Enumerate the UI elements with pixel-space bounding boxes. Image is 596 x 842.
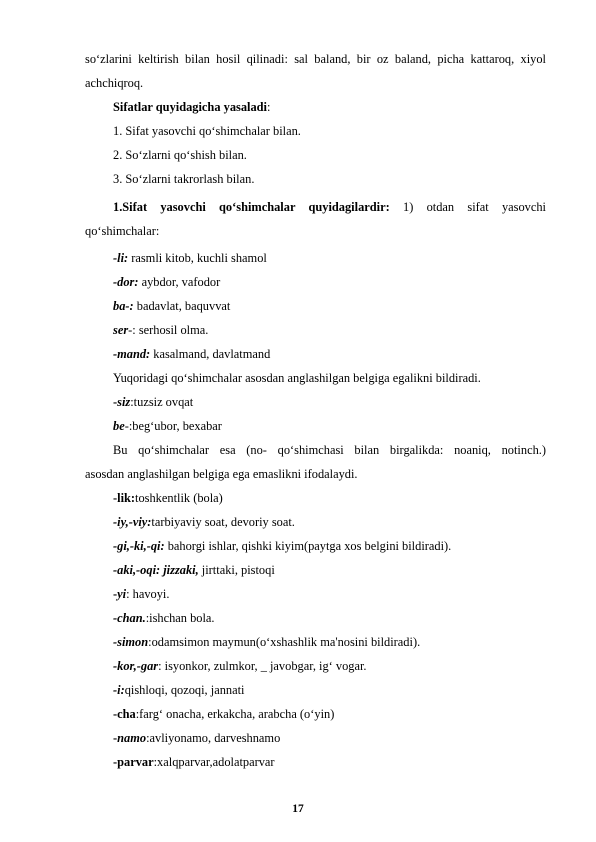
text-run: jirttaki, pistoqi: [198, 563, 275, 577]
text-line: [85, 443, 546, 458]
text-run: -kor,-gar: [113, 659, 159, 673]
text-run: -gi,-ki,-qi:: [113, 539, 165, 553]
text-line: [113, 755, 275, 770]
text-run: namo: [117, 731, 147, 745]
text-run: achchiqroq.: [85, 76, 144, 90]
text-run: siz: [117, 395, 131, 409]
text-run: kasalmand, davlatmand: [150, 347, 271, 361]
text-line: [85, 76, 143, 91]
text-line: [85, 467, 358, 482]
text-line: [85, 200, 546, 215]
text-run: -i:: [113, 683, 125, 697]
text-line: [113, 419, 222, 434]
text-line: [113, 148, 247, 163]
text-line: [113, 563, 275, 578]
text-run: Bu qo‘shimchalar esa (no- qo‘shimchasi bilan birgalikda: noaniq, notinch.): [113, 443, 546, 457]
text-run: : havoyi.: [126, 587, 170, 601]
text-line: [113, 587, 169, 602]
text-line: [113, 172, 254, 187]
text-run: cha: [117, 707, 136, 721]
text-run: toshkentlik (bola): [135, 491, 223, 505]
text-run: -dor:: [113, 275, 139, 289]
text-run: so‘zlarini keltirish bilan hosil qilinadi: sal baland, bir oz baland, picha kattaroq, xiyol: [85, 52, 546, 66]
text-line: [113, 515, 295, 530]
text-run: -lik:: [113, 491, 136, 505]
text-line: [113, 491, 223, 506]
text-run: -parvar: [113, 755, 154, 769]
text-run: ba-:: [113, 299, 134, 313]
text-run: -aki,-oqi: jizzaki,: [113, 563, 199, 577]
text-run: tarbiyaviy soat, devoriy soat.: [151, 515, 295, 529]
text-run: Sifatlar quyidagicha yasaladi: [113, 100, 267, 114]
text-run: -: [113, 395, 118, 409]
text-line: [113, 100, 270, 115]
text-run: 1. Sifat yasovchi qo‘shimchalar bilan.: [113, 124, 301, 138]
text-run: :xalqparvar,adolatparvar: [153, 755, 275, 769]
text-run: -: serhosil olma.: [128, 323, 209, 337]
text-run: -: [113, 587, 118, 601]
text-run: -mand:: [113, 347, 151, 361]
page-number: 17: [292, 803, 304, 815]
text-run: :odamsimon maymun(o‘xshashlik ma'nosini bildiradi).: [148, 635, 421, 649]
text-run: ser: [113, 323, 129, 337]
text-line: [113, 347, 270, 362]
text-run: 3. So‘zlarni takrorlash bilan.: [113, 172, 255, 186]
text-run: :tuzsiz ovqat: [130, 395, 194, 409]
text-run: :farg‘ onacha, erkakcha, arabcha (o‘yin): [135, 707, 335, 721]
text-line: [113, 731, 280, 746]
text-line: [113, 611, 215, 626]
text-run: yi: [117, 587, 127, 601]
text-run: -: [113, 707, 118, 721]
text-line: [113, 371, 481, 386]
text-run: qo‘shimchalar:: [85, 224, 160, 238]
text-run: bahorgi ishlar, qishki kiyim(paytga xos belgini bildiradi).: [164, 539, 452, 553]
text-line: [113, 683, 244, 698]
text-run: badavlat, baquvvat: [133, 299, 231, 313]
text-run: aybdor, vafodor: [138, 275, 221, 289]
text-run: -chan.: [113, 611, 146, 625]
text-run: 1.Sifat yasovchi qo‘shimchalar quyidagilardir:: [113, 200, 390, 214]
text-line: [113, 707, 334, 722]
text-run: -:beg‘ubor, bexabar: [124, 419, 222, 433]
text-run: 2. So‘zlarni qo‘shish bilan.: [113, 148, 247, 162]
text-line: [113, 659, 367, 674]
text-run: : isyonkor, zulmkor, _ javobgar, ig‘ vogar.: [158, 659, 367, 673]
text-line: [113, 275, 220, 290]
text-run: :avliyonamo, darveshnamo: [146, 731, 281, 745]
text-run: Yuqoridagi qo‘shimchalar asosdan anglashilgan belgiga egalikni bildiradi.: [113, 371, 481, 385]
text-line: [113, 299, 230, 314]
text-run: 1) otdan sifat yasovchi: [389, 200, 547, 214]
text-run: be: [113, 419, 125, 433]
text-run: asosdan anglashilgan belgiga ega emaslikni ifodalaydi.: [85, 467, 358, 481]
text-run: -iy,-viy:: [113, 515, 152, 529]
text-line: [85, 52, 546, 67]
text-line: [113, 395, 193, 410]
text-line: [113, 124, 301, 139]
text-run: :: [267, 100, 271, 114]
text-run: -simon: [113, 635, 149, 649]
text-line: [113, 251, 267, 266]
text-line: [113, 323, 208, 338]
text-run: :ishchan bola.: [145, 611, 215, 625]
text-line: [113, 635, 420, 650]
text-run: rasmli kitob, kuchli shamol: [128, 251, 267, 265]
text-line: [85, 224, 159, 239]
text-line: [113, 539, 451, 554]
text-run: -: [113, 731, 118, 745]
text-run: qishloqi, qozoqi, jannati: [124, 683, 245, 697]
text-run: -li:: [113, 251, 129, 265]
